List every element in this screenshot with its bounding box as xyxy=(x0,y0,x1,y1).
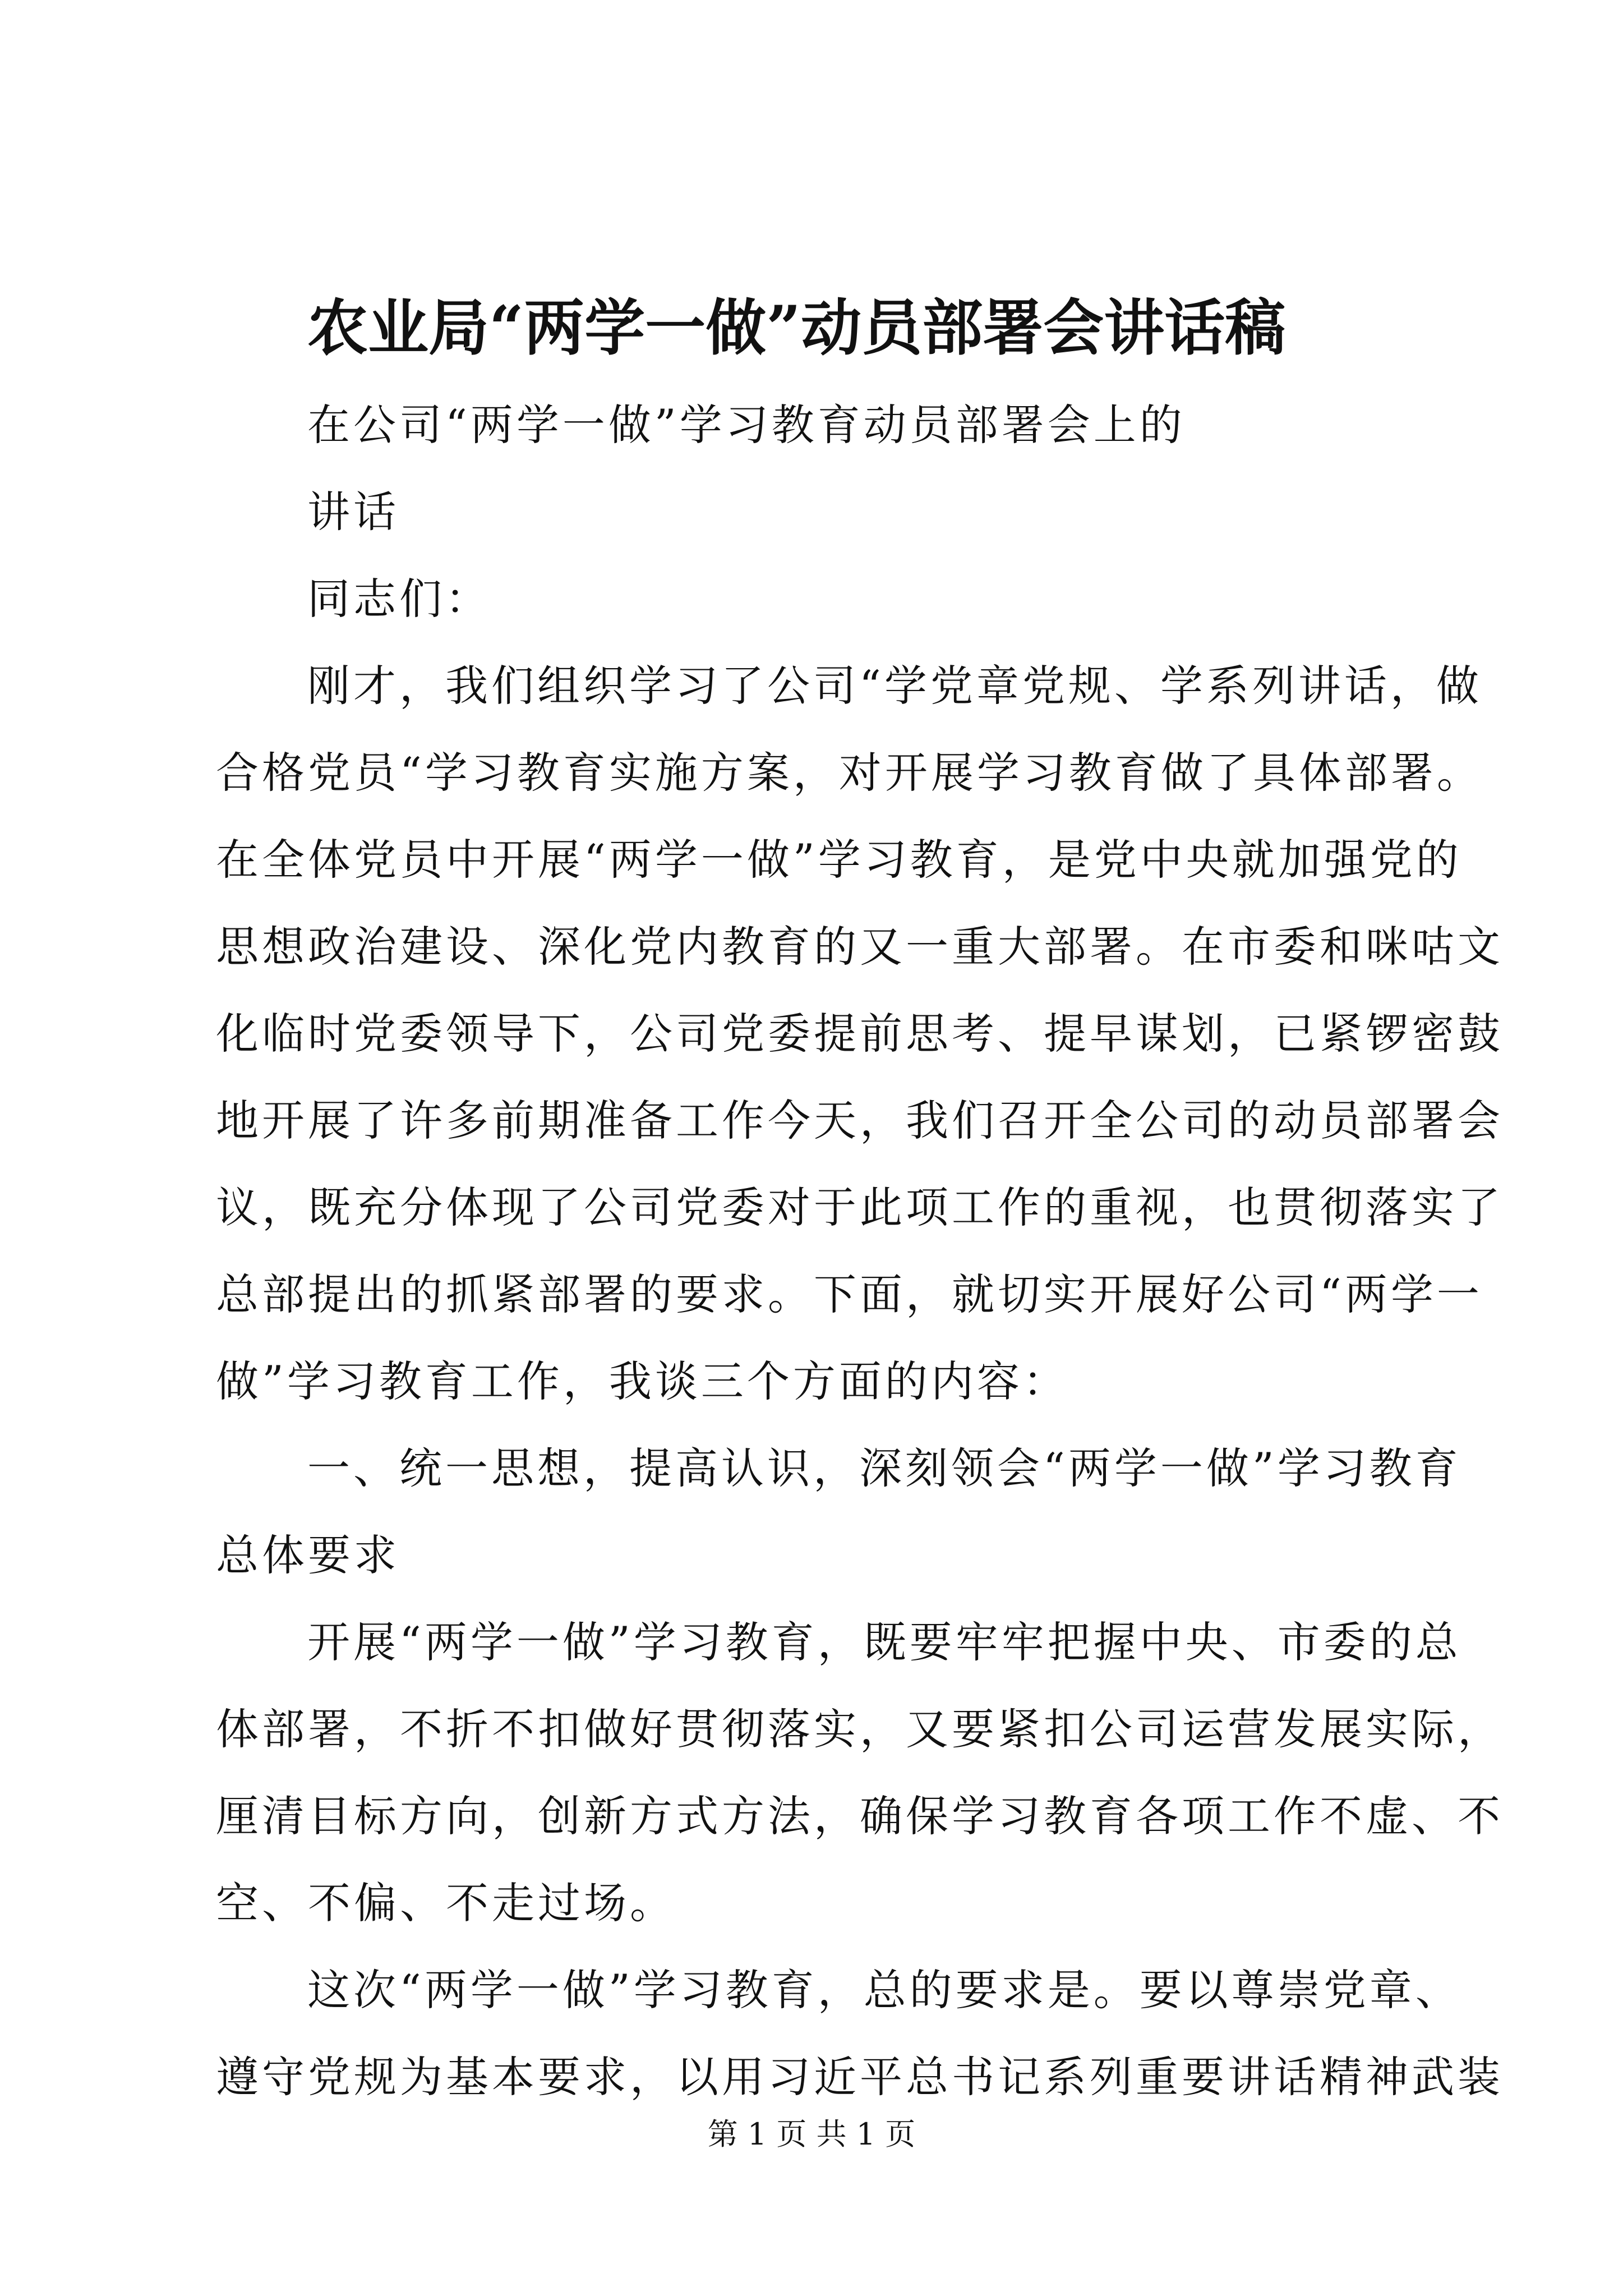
body-line: 议，既充分体现了公司党委对于此项工作的重视，也贯彻落实了 xyxy=(216,1182,1504,1232)
document-body xyxy=(216,381,1504,2120)
body-line: 刚才，我们组织学习了公司“学党章党规、学系列讲话，做 xyxy=(307,661,1482,711)
document-title: 农业局“两学一做”动员部署会讲话稿 xyxy=(307,293,1286,364)
body-line: 在全体党员中开展“两学一做”学习教育，是党中央就加强党的 xyxy=(216,835,1462,885)
body-line: 地开展了许多前期准备工作今天，我们召开全公司的动员部署会 xyxy=(216,1096,1504,1145)
body-line: 思想政治建设、深化党内教育的又一重大部署。在市委和咪咕文 xyxy=(216,922,1504,972)
body-line: 合格党员“学习教育实施方案，对开展学习教育做了具体部署。 xyxy=(216,748,1483,798)
body-line: 一、统一思想，提高认识，深刻领会“两学一做”学习教育 xyxy=(307,1443,1461,1493)
body-line: 这次“两学一做”学习教育，总的要求是。要以尊崇党章、 xyxy=(307,1965,1461,2015)
body-line: 同志们： xyxy=(307,574,491,624)
body-line: 开展“两学一做”学习教育，既要牢牢把握中央、市委的总 xyxy=(307,1617,1461,1667)
body-line: 做”学习教育工作，我谈三个方面的内容： xyxy=(216,1356,1069,1406)
body-line: 厘清目标方向，创新方式方法，确保学习教育各项工作不虚、不 xyxy=(216,1791,1504,1841)
body-line: 体部署，不折不扣做好贯彻落实，又要紧扣公司运营发展实际， xyxy=(216,1704,1504,1754)
page-footer: 第 1 页 共 1 页 xyxy=(707,2116,916,2152)
body-line: 讲话 xyxy=(307,487,399,537)
body-line: 空、不偏、不走过场。 xyxy=(216,1878,676,1928)
body-line: 遵守党规为基本要求，以用习近平总书记系列重要讲话精神武装 xyxy=(216,2052,1504,2102)
body-line: 总体要求 xyxy=(216,1530,400,1580)
body-line: 在公司“两学一做”学习教育动员部署会上的 xyxy=(307,400,1186,450)
body-line: 总部提出的抓紧部署的要求。下面，就切实开展好公司“两学一 xyxy=(216,1269,1483,1319)
body-line: 化临时党委领导下，公司党委提前思考、提早谋划，已紧锣密鼓 xyxy=(216,1009,1504,1059)
